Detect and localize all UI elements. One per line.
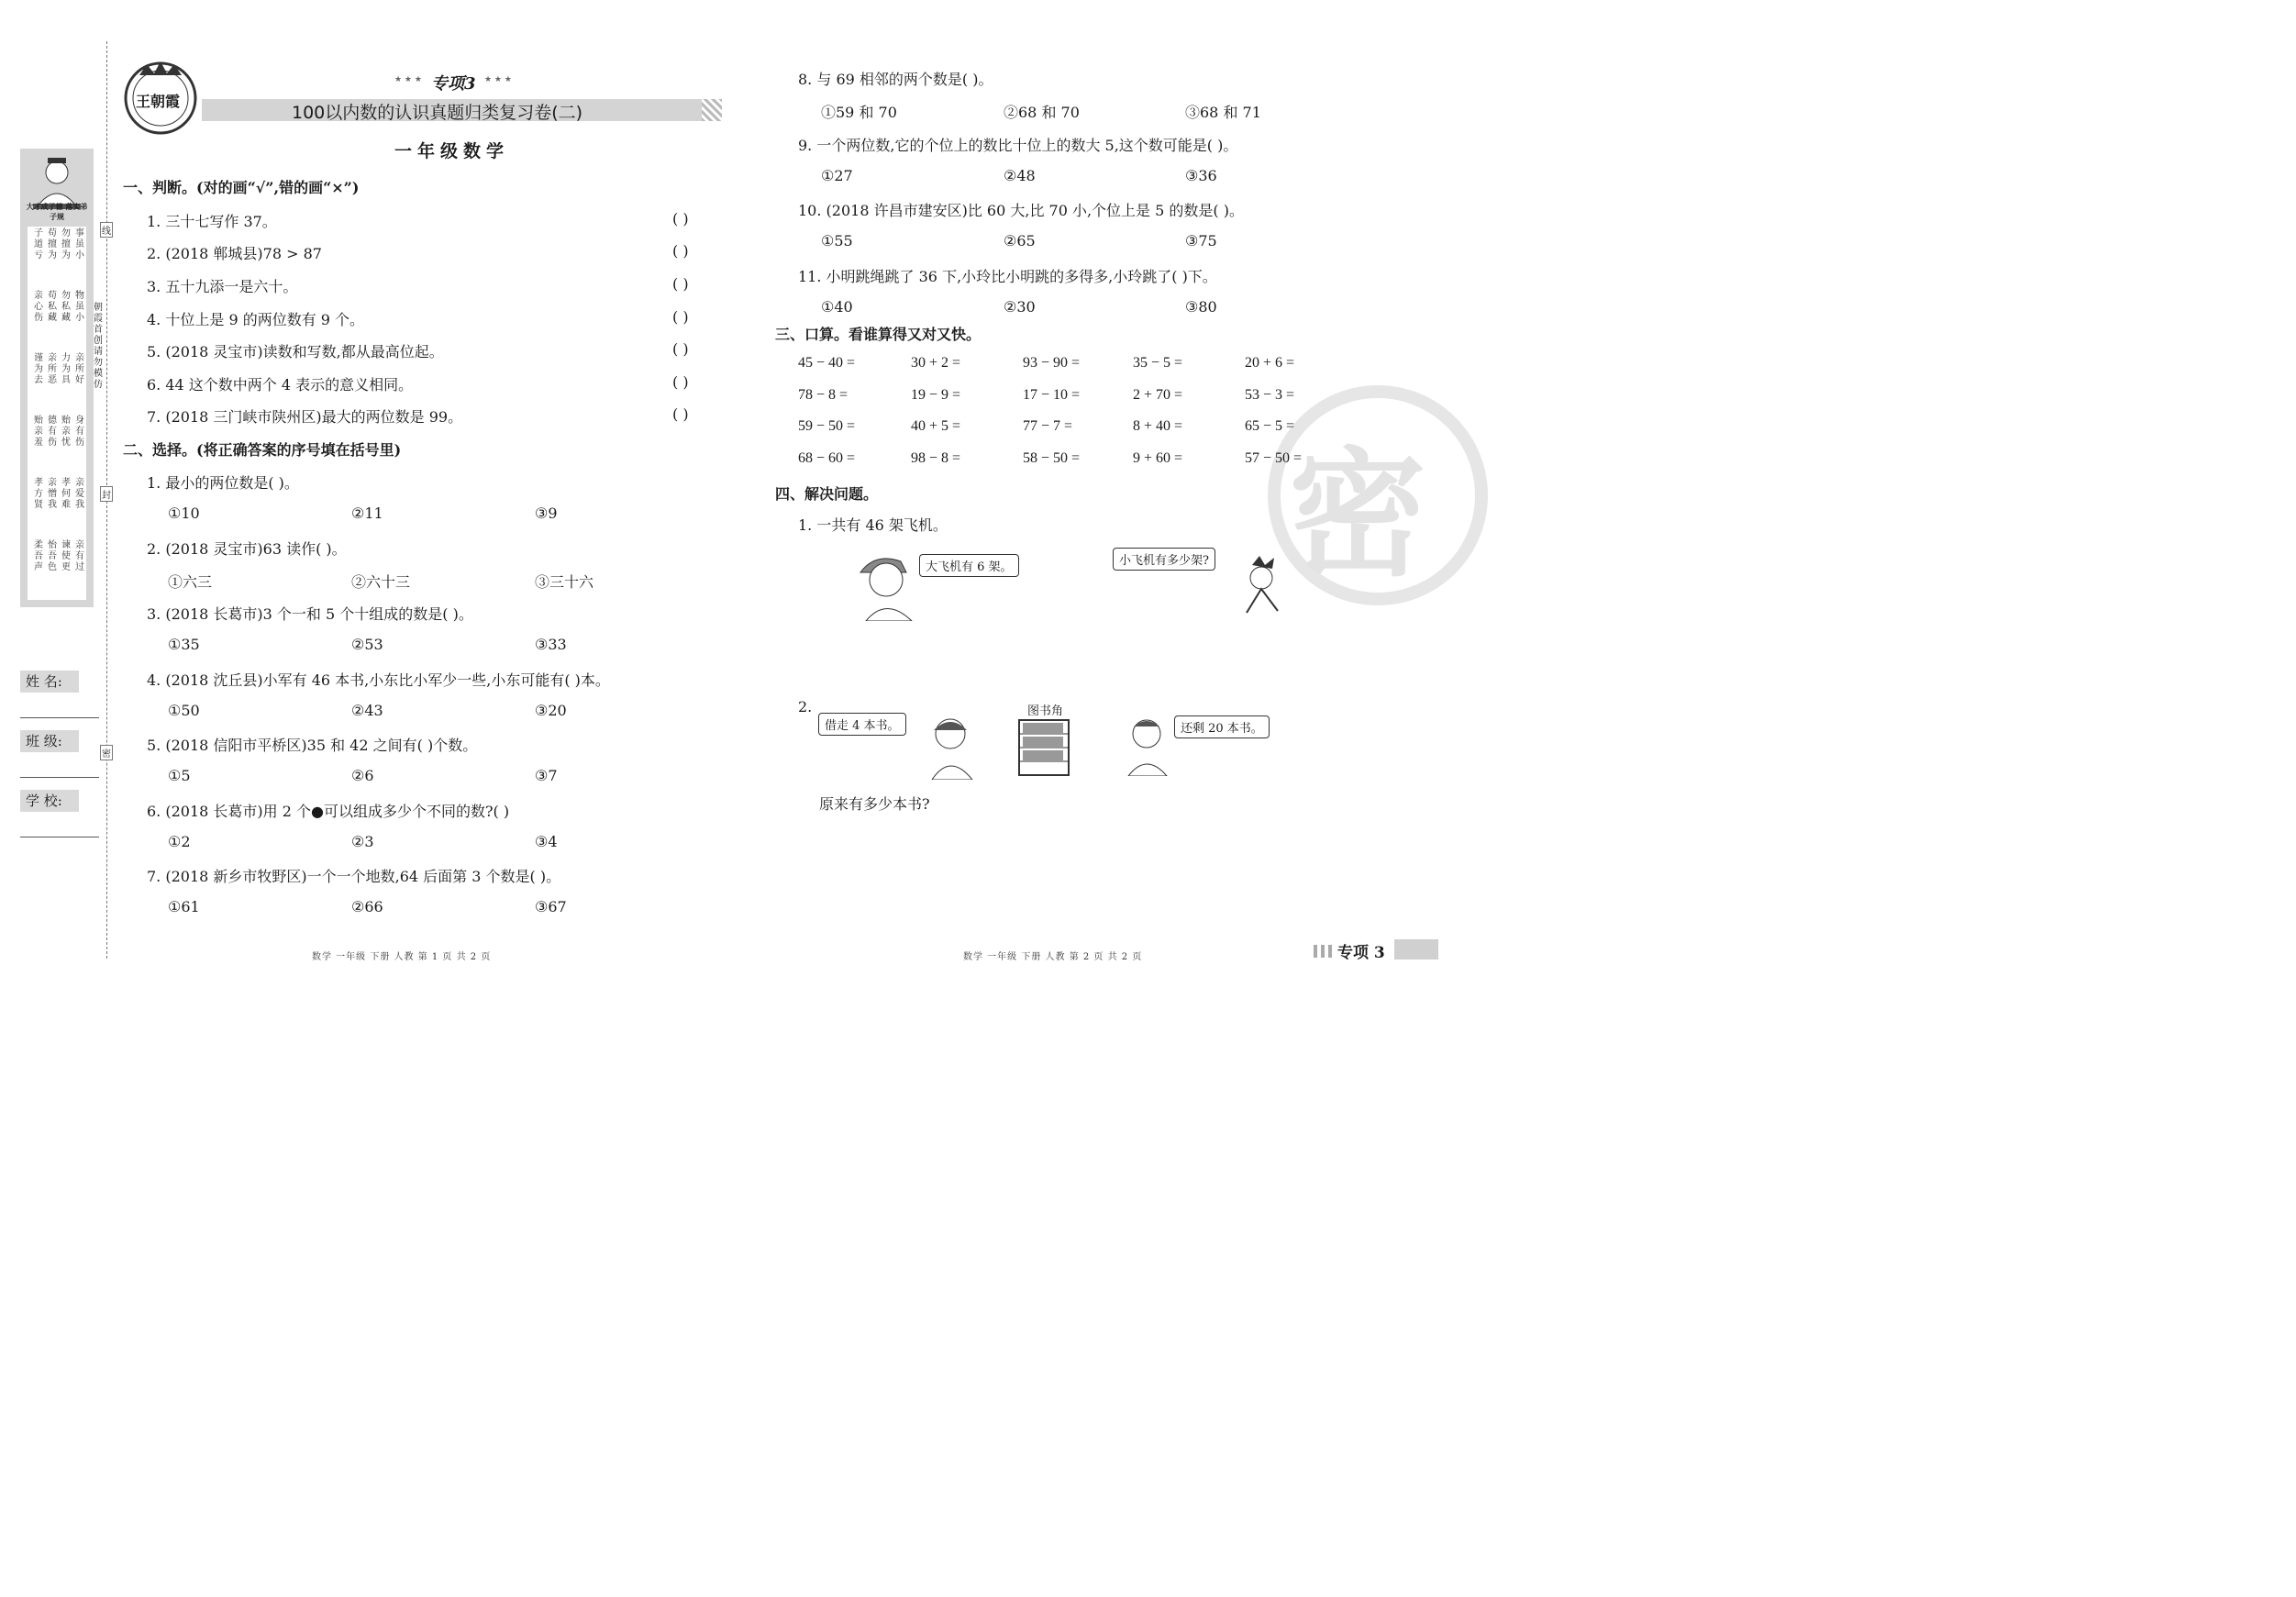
speech-bubble-remaining: 还剩 20 本书。 bbox=[1174, 715, 1270, 738]
choice-option[interactable]: ②48 bbox=[1004, 166, 1036, 184]
motto-column: 德有伤 bbox=[48, 416, 57, 448]
bookshelf-illustration bbox=[1018, 719, 1070, 776]
judge-item: 3. 五十九添一是六十。 bbox=[147, 278, 298, 295]
mental-math-item: 45 − 40 = bbox=[798, 355, 856, 371]
mental-math-item: 17 − 10 = bbox=[1023, 386, 1081, 403]
choice-question: 4. (2018 沈丘县)小军有 46 本书,小东比小军少一些,小东可能有( )本。 bbox=[147, 671, 610, 689]
margin-mark-seal: 封 bbox=[100, 486, 113, 502]
name-label: 姓 名: bbox=[20, 671, 79, 693]
motto-column: 贻亲忧 bbox=[61, 416, 71, 448]
mental-math-item: 57 − 50 = bbox=[1245, 450, 1303, 467]
girl-illustration bbox=[921, 714, 985, 780]
judge-item: 2. (2018 郸城县)78 > 87 bbox=[147, 245, 322, 262]
answer-paren[interactable]: ( ) bbox=[672, 405, 689, 423]
mental-math-item: 68 − 60 = bbox=[798, 450, 856, 467]
footer-right: 数学 一年级 下册 人教 第 2 页 共 2 页 bbox=[963, 952, 1143, 962]
choice-option[interactable]: ②43 bbox=[351, 701, 383, 719]
motto-column: 亲有过 bbox=[75, 540, 84, 572]
mental-math-item: 93 − 90 = bbox=[1023, 355, 1081, 371]
school-label: 学 校: bbox=[20, 790, 79, 812]
margin-mark-line: 线 bbox=[100, 222, 113, 238]
choice-option[interactable]: ③75 bbox=[1185, 232, 1217, 250]
motto-column: 子道亏 bbox=[34, 228, 43, 261]
margin-note: 朝霞首创 请勿模仿 bbox=[94, 303, 103, 390]
choice-option[interactable]: ③三十六 bbox=[535, 572, 594, 591]
motto-column: 孝方贤 bbox=[34, 478, 43, 510]
choice-option[interactable]: ③20 bbox=[535, 701, 567, 719]
judge-item: 5. (2018 灵宝市)读数和写数,都从最高位起。 bbox=[147, 343, 444, 360]
judge-item: 4. 十位上是 9 的两位数有 9 个。 bbox=[147, 311, 365, 328]
choice-option[interactable]: ①40 bbox=[821, 297, 853, 316]
mental-math-item: 20 + 6 = bbox=[1245, 355, 1295, 371]
section4-title: 四、解决问题。 bbox=[775, 485, 879, 503]
mental-math-item: 40 + 5 = bbox=[911, 418, 961, 435]
choice-option[interactable]: ②六十三 bbox=[351, 572, 411, 591]
corner-bar bbox=[1394, 939, 1438, 959]
library-sign: 图书角 bbox=[1027, 704, 1064, 718]
mental-math-item: 30 + 2 = bbox=[911, 355, 961, 371]
choice-option[interactable]: ②30 bbox=[1004, 297, 1036, 316]
speech-bubble-borrow: 借走 4 本书。 bbox=[818, 713, 906, 736]
seal-character: 密 bbox=[1289, 434, 1427, 595]
choice-option[interactable]: ①35 bbox=[168, 636, 200, 653]
boy-illustration bbox=[857, 552, 921, 621]
choice-question: 2. (2018 灵宝市)63 读作( )。 bbox=[147, 539, 347, 558]
mental-math-item: 77 − 7 = bbox=[1023, 418, 1073, 435]
choice-option[interactable]: ①55 bbox=[821, 232, 853, 250]
choice-question: 1. 最小的两位数是( )。 bbox=[147, 474, 299, 492]
sidebar-motto-panel bbox=[20, 149, 94, 607]
problem-1: 1. 一共有 46 架飞机。 bbox=[798, 516, 948, 534]
choice-option[interactable]: ③36 bbox=[1185, 166, 1217, 184]
choice-option[interactable]: ③67 bbox=[535, 898, 567, 915]
mental-math-item: 65 − 5 = bbox=[1245, 418, 1295, 435]
corner-badge: 专项 3 bbox=[1337, 944, 1385, 962]
choice-option[interactable]: ①5 bbox=[168, 767, 191, 784]
motto-column: 贻亲羞 bbox=[34, 416, 43, 448]
class-field[interactable] bbox=[20, 777, 99, 778]
motto-column: 亲所好 bbox=[75, 353, 84, 385]
motto-column: 身有伤 bbox=[75, 416, 84, 448]
answer-paren[interactable]: ( ) bbox=[672, 210, 689, 227]
judge-item: 1. 三十七写作 37。 bbox=[147, 213, 277, 230]
mental-math-item: 35 − 5 = bbox=[1133, 355, 1183, 371]
motto-column: 谏使更 bbox=[61, 540, 71, 572]
logo-text: 王朝霞 bbox=[136, 93, 181, 110]
girl-running-illustration bbox=[1234, 556, 1289, 620]
choice-option[interactable]: ②68 和 70 bbox=[1004, 104, 1080, 121]
choice-question: 11. 小明跳绳跳了 36 下,小玲比小明跳的多得多,小玲跳了( )下。 bbox=[798, 267, 1217, 285]
motto-column: 力为具 bbox=[61, 353, 71, 385]
mental-math-item: 78 − 8 = bbox=[798, 386, 849, 403]
choice-option[interactable]: ③9 bbox=[535, 505, 558, 522]
choice-option[interactable]: ①六三 bbox=[168, 572, 213, 591]
judge-item: 6. 44 这个数中两个 4 表示的意义相同。 bbox=[147, 376, 414, 394]
choice-option[interactable]: ①61 bbox=[168, 898, 200, 915]
mental-math-item: 53 − 3 = bbox=[1245, 386, 1295, 403]
motto-column: 物虽小 bbox=[75, 291, 84, 323]
choice-question: 8. 与 69 相邻的两个数是( )。 bbox=[798, 71, 993, 88]
choice-option[interactable]: ①10 bbox=[168, 505, 200, 522]
motto-text: 大才成子德 落实弟子规 bbox=[26, 202, 88, 221]
grade-subtitle: 一年级数学 bbox=[394, 141, 510, 161]
choice-option[interactable]: ②11 bbox=[351, 505, 383, 522]
choice-option[interactable]: ②65 bbox=[1004, 232, 1036, 250]
choice-option[interactable]: ③7 bbox=[535, 767, 558, 784]
problem-2: 2. bbox=[798, 698, 813, 715]
stars-left: ★ ★ ★ bbox=[394, 75, 422, 84]
name-field[interactable] bbox=[20, 717, 99, 718]
choice-option[interactable]: ③4 bbox=[535, 832, 558, 850]
corner-checker bbox=[1314, 945, 1332, 958]
motto-columns bbox=[28, 227, 86, 600]
choice-option[interactable]: ③68 和 71 bbox=[1185, 104, 1261, 121]
motto-column: 亲心伤 bbox=[34, 291, 43, 323]
choice-option[interactable]: ②3 bbox=[351, 832, 374, 850]
mental-math-item: 2 + 70 = bbox=[1133, 386, 1183, 403]
choice-option[interactable]: ③33 bbox=[535, 636, 567, 653]
motto-column: 亲憎我 bbox=[48, 478, 57, 510]
choice-option[interactable]: ①2 bbox=[168, 832, 191, 850]
boy-pointing-illustration bbox=[1117, 714, 1172, 776]
page-title: 100以内数的认识真题归类复习卷(二) bbox=[292, 103, 583, 123]
class-label: 班 级: bbox=[20, 730, 79, 752]
choice-question: 6. (2018 长葛市)用 2 个●可以组成多少个不同的数?( ) bbox=[147, 802, 510, 820]
answer-paren[interactable]: ( ) bbox=[672, 340, 689, 358]
motto-column: 苟私藏 bbox=[48, 291, 57, 323]
stars-right: ★ ★ ★ bbox=[484, 75, 512, 84]
answer-paren[interactable]: ( ) bbox=[672, 275, 689, 293]
ribbon-checker bbox=[702, 99, 722, 121]
section2-title: 二、选择。(将正确答案的序号填在括号里) bbox=[123, 441, 402, 459]
section3-title: 三、口算。看谁算得又对又快。 bbox=[775, 326, 982, 343]
judge-item: 7. (2018 三门峡市陕州区)最大的两位数是 99。 bbox=[147, 408, 463, 426]
section1-title: 一、判断。(对的画“√”,错的画“×”) bbox=[123, 179, 360, 196]
problem-2-question: 原来有多少本书? bbox=[819, 795, 930, 813]
margin-mark-secret: 密 bbox=[100, 745, 113, 760]
mental-math-item: 98 − 8 = bbox=[911, 450, 961, 467]
answer-paren[interactable]: ( ) bbox=[672, 242, 689, 260]
choice-question: 5. (2018 信阳市平桥区)35 和 42 之间有( )个数。 bbox=[147, 737, 478, 754]
topic-badge: 专项3 bbox=[431, 74, 476, 94]
choice-option[interactable]: ②6 bbox=[351, 767, 374, 784]
mental-math-item: 58 − 50 = bbox=[1023, 450, 1081, 467]
motto-column: 亲所恶 bbox=[48, 353, 57, 385]
choice-option[interactable]: ③80 bbox=[1185, 297, 1217, 316]
motto-column: 亲爱我 bbox=[75, 478, 84, 510]
motto-column: 苟擅为 bbox=[48, 228, 57, 261]
motto-column: 事虽小 bbox=[75, 228, 84, 261]
mental-math-item: 8 + 40 = bbox=[1133, 418, 1183, 435]
choice-option[interactable]: ①59 和 70 bbox=[821, 104, 897, 121]
choice-option[interactable]: ①50 bbox=[168, 701, 200, 719]
footer-left: 数学 一年级 下册 人教 第 1 页 共 2 页 bbox=[312, 952, 492, 962]
answer-paren[interactable]: ( ) bbox=[672, 308, 689, 326]
motto-column: 勿擅为 bbox=[61, 228, 71, 261]
mental-math-item: 9 + 60 = bbox=[1133, 450, 1183, 467]
choice-question: 7. (2018 新乡市牧野区)一个一个地数,64 后面第 3 个数是( )。 bbox=[147, 868, 561, 885]
choice-question: 10. (2018 许昌市建安区)比 60 大,比 70 小,个位上是 5 的数是( )。 bbox=[798, 202, 1244, 219]
answer-paren[interactable]: ( ) bbox=[672, 373, 689, 391]
choice-option[interactable]: ①27 bbox=[821, 166, 853, 184]
mental-math-item: 19 − 9 = bbox=[911, 386, 961, 403]
motto-column: 谨为去 bbox=[34, 353, 43, 385]
speech-bubble-right: 小飞机有多少架? bbox=[1113, 548, 1215, 571]
speech-bubble-left: 大飞机有 6 架。 bbox=[919, 554, 1019, 577]
motto-column: 勿私藏 bbox=[61, 291, 71, 323]
motto-column: 孝何难 bbox=[61, 478, 71, 510]
choice-question: 9. 一个两位数,它的个位上的数比十位上的数大 5,这个数可能是( )。 bbox=[798, 136, 1238, 154]
motto-column: 怡吾色 bbox=[48, 540, 57, 572]
mental-math-item: 59 − 50 = bbox=[798, 418, 856, 435]
motto-column: 柔吾声 bbox=[34, 540, 43, 572]
choice-option[interactable]: ②53 bbox=[351, 636, 383, 653]
choice-question: 3. (2018 长葛市)3 个一和 5 个十组成的数是( )。 bbox=[147, 605, 473, 623]
choice-option[interactable]: ②66 bbox=[351, 898, 383, 915]
